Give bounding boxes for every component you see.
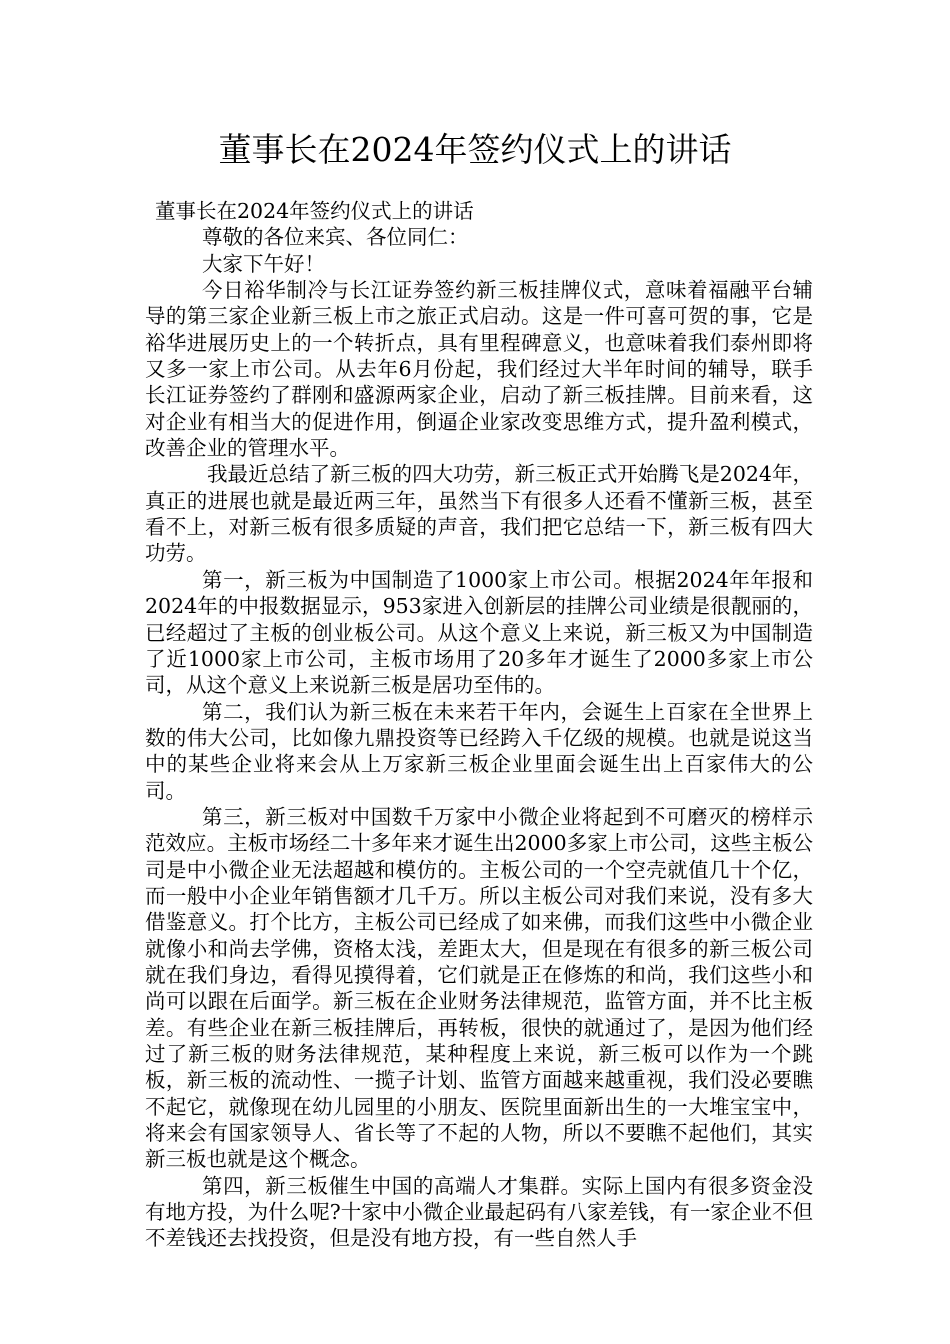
document-title: 董事长在2024年签约仪式上的讲话 (218, 130, 732, 169)
paragraph: 第一，新三板为中国制造了1000家上市公司。根据2024年年报和2024年的中报数据显示，953家进入创新层的挂牌公司业绩是很靓丽的，已经超过了主板的创业板公司。从这个意义上来说，新三板又为中国制造了近1000家上市公司，主板市场用了20多年才诞生了2000多家上市公司，从这个意义上来说新三板是居功至伟的。 (145, 567, 813, 698)
salutation: 尊敬的各位来宾、各位同仁： (202, 225, 469, 250)
paragraph: 我最近总结了新三板的四大功劳，新三板正式开始腾飞是2024年，真正的进展也就是最近两三年，虽然当下有很多人还看不懂新三板，甚至看不上，对新三板有很多质疑的声音，我们把它总结一下，新三板有四大功劳。 (145, 462, 813, 566)
paragraph: 今日裕华制冷与长江证券签约新三板挂牌仪式，意味着福融平台辅导的第三家企业新三板上市之旅正式启动。这是一件可喜可贺的事，它是裕华进展历史上的一个转折点，具有里程碑意义，也意味着我们泰州即将又多一家上市公司。从去年6月份起，我们经过大半年时间的辅导，联手长江证券签约了群刚和盛源两家企业，启动了新三板挂牌。目前来看，这对企业有相当大的促进作用，倒逼企业家改变思维方式，提升盈利模式，改善企业的管理水平。 (145, 278, 813, 461)
paragraph: 第二，我们认为新三板在未来若干年内，会诞生上百家在全世界上数的伟大公司，比如像九鼎投资等已经跨入千亿级的规模。也就是说这当中的某些企业将来会从上万家新三板企业里面会诞生出上百家伟大的公司。 (145, 699, 813, 803)
paragraph: 第三，新三板对中国数千万家中小微企业将起到不可磨灭的榜样示范效应。主板市场经二十多年来才诞生出2000多家上市公司，这些主板公司是中小微企业无法超越和模仿的。主板公司的一个空壳就值几十个亿，而一般中小企业年销售额才几千万。所以主板公司对我们来说，没有多大借鉴意义。打个比方，主板公司已经成了如来佛，而我们这些中小微企业就像小和尚去学佛，资格太浅，差距太大，但是现在有很多的新三板公司就在我们身边，看得见摸得着，它们就是正在修炼的和尚，我们这些小和尚可以跟在后面学。新三板在企业财务法律规范，监管方面，并不比主板差。有些企业在新三板挂牌后，再转板，很快的就通过了，是因为他们经过了新三板的财务法律规范，某种程度上来说，新三板可以作为一个跳板，新三板的流动性、一揽子计划、监管方面越来越重视，我们没必要瞧不起它，就像现在幼儿园里的小朋友、医院里面新出生的一大堆宝宝中，将来会有国家领导人、省长等了不起的人物，所以不要瞧不起他们，其实新三板也就是这个概念。 (145, 804, 813, 1172)
greeting: 大家下午好！ (202, 251, 325, 276)
document-body (145, 198, 813, 1252)
document-subtitle: 董事长在2024年签约仪式上的讲话 (155, 199, 474, 223)
paragraph: 第四，新三板催生中国的高端人才集群。实际上国内有很多资金没有地方投，为什么呢?十家中小微企业最起码有八家差钱，有一家企业不但不差钱还去找投资，但是没有地方投，有一些自然人手 (145, 1173, 813, 1251)
